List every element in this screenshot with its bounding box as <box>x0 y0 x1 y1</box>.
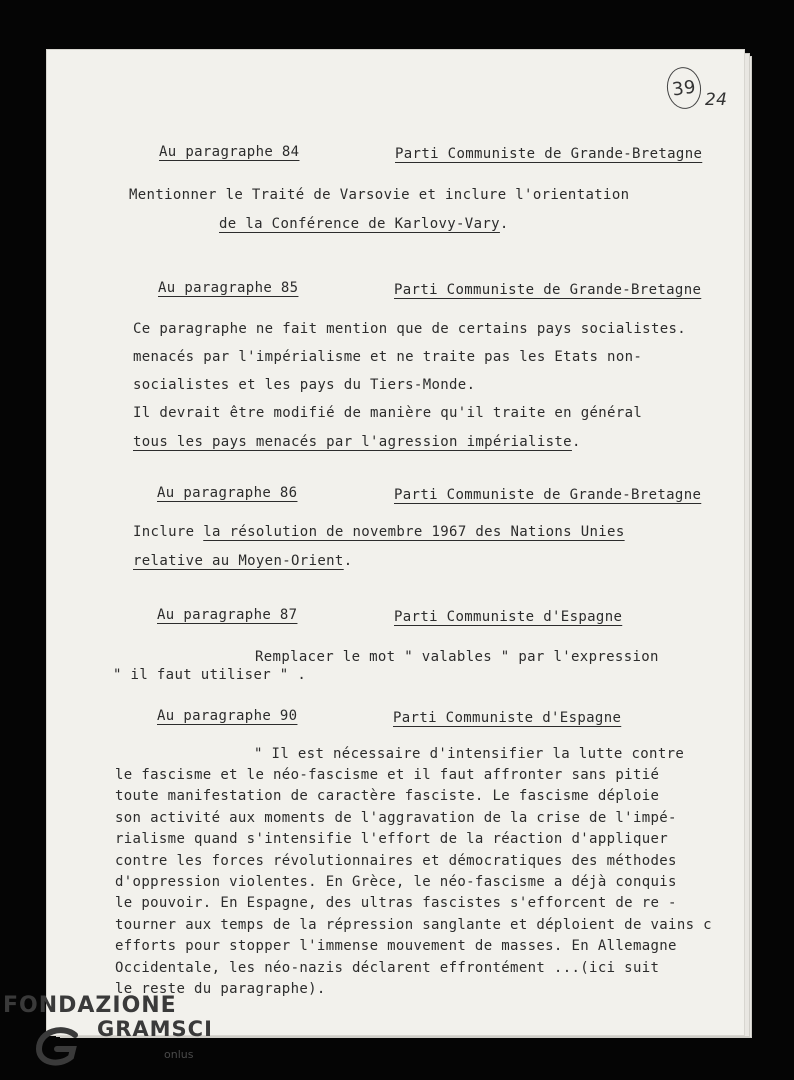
body-line: d'oppression violentes. En Grèce, le néo-fascisme a déjà conquis <box>115 874 677 890</box>
body-line: Occidentale, les néo-nazis déclarent effrontément ...(ici suit <box>115 960 660 976</box>
section-heading-left: Au paragraphe 86 <box>157 485 298 501</box>
body-line: le reste du paragraphe). <box>115 981 326 997</box>
body-line: Il devrait être modifié de manière qu'il traite en général <box>133 405 643 421</box>
body-line: son activité aux moments de l'aggravation de la crise de l'impé- <box>115 810 677 826</box>
body-line: " Il est nécessaire d'intensifier la lutte contre <box>254 746 685 762</box>
body-line: tourner aux temps de la répression sanglante et déploient de vains c <box>115 917 712 933</box>
body-line: Remplacer le mot " valables " par l'expression <box>255 649 659 665</box>
section-heading-left: Au paragraphe 87 <box>157 607 298 623</box>
watermark-onlus: onlus <box>164 1048 194 1061</box>
underlined-phrase: relative au Moyen-Orient <box>133 553 344 569</box>
body-line: tous les pays menacés par l'agression impérialiste. <box>133 434 581 450</box>
body-line: le pouvoir. En Espagne, des ultras fascistes s'efforcent de re - <box>115 895 677 911</box>
body-line: rialisme quand s'intensifie l'effort de la réaction d'appliquer <box>115 831 669 847</box>
section-heading-left: Au paragraphe 85 <box>158 280 299 296</box>
body-line: Mentionner le Traité de Varsovie et inclure l'orientation <box>129 187 630 203</box>
section-heading-left: Au paragraphe 84 <box>159 144 300 160</box>
underlined-phrase: de la Conférence de Karlovy-Vary <box>219 216 500 232</box>
body-line: menacés par l'impérialisme et ne traite pas les Etats non- <box>133 349 643 365</box>
body-line: le fascisme et le néo-fascisme et il faut affronter sans pitié <box>115 767 660 783</box>
gramsci-logo-icon <box>35 1027 87 1067</box>
section-heading-right: Parti Communiste de Grande-Bretagne <box>394 282 702 298</box>
section-heading-right: Parti Communiste de Grande-Bretagne <box>395 146 703 162</box>
folio-number: 24 <box>705 90 728 110</box>
body-line: toute manifestation de caractère fasciste. Le fascisme déploie <box>115 788 660 804</box>
watermark-line2: GRAMSCI <box>97 1017 213 1041</box>
body-line: Ce paragraphe ne fait mention que de certains pays socialistes. <box>133 321 687 337</box>
circled-folio-number: 39 <box>664 65 704 111</box>
body-line: relative au Moyen-Orient. <box>133 553 353 569</box>
body-line: Inclure la résolution de novembre 1967 des Nations Unies <box>133 524 625 540</box>
body-line: contre les forces révolutionnaires et démocratiques des méthodes <box>115 853 677 869</box>
section-heading-right: Parti Communiste d'Espagne <box>394 609 623 625</box>
document-page <box>47 50 744 1035</box>
underlined-phrase: tous les pays menacés par l'agression impérialiste <box>133 434 572 450</box>
section-heading-right: Parti Communiste de Grande-Bretagne <box>394 487 702 503</box>
underlined-phrase: la résolution de novembre 1967 des Nations Unies <box>203 524 625 540</box>
body-line: " il faut utiliser " . <box>113 667 307 683</box>
watermark-line1: FONDAZIONE <box>3 993 177 1018</box>
body-line: efforts pour stopper l'immense mouvement de masses. En Allemagne <box>115 938 677 954</box>
body-line: de la Conférence de Karlovy-Vary. <box>219 216 509 232</box>
body-line: socialistes et les pays du Tiers-Monde. <box>133 377 476 393</box>
section-heading-right: Parti Communiste d'Espagne <box>393 710 622 726</box>
section-heading-left: Au paragraphe 90 <box>157 708 298 724</box>
